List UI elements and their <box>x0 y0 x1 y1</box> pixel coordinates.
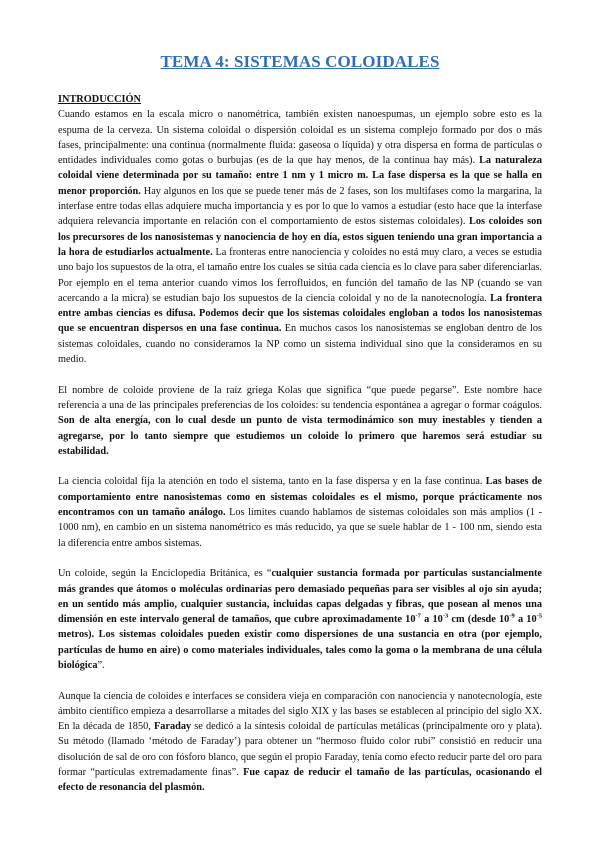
bold-text-run: La frontera entre ambas ciencias es difusa. Podemos decir que los sistemas coloidales engloban a todos los nanosistemas que se encuentran dispersos en una fase continua. <box>58 292 543 335</box>
exponent: -7 <box>415 612 421 620</box>
exponent: -3 <box>442 612 449 620</box>
text-run: La ciencia coloidal fija la atención en todo el sistema, tanto en la fase dispersa y en la fase continua. <box>58 476 486 488</box>
text-run: Cuando estamos en la escala micro o nanométrica, también existen nanoespumas, un ejemplo sobre esto es la espuma de la cerveza. Un sistema coloidal o dispersión coloidal es un sistema complejo formado por dos o más fases, principalmente: una continua (normalmente fluida: gaseosa o líquida) y otra dispersa en forma de partículas o entidades individuales como gotas o burbujas (es de la que hay menos, de la continua hay más). <box>58 109 542 167</box>
text-run: En muchos casos los nanosistemas se engloban dentro de los sistemas coloidales, cuando no consideramos la NP como un sistema individual sino que la consideramos en su medio. <box>58 323 542 366</box>
text-run: a 10 <box>514 614 537 626</box>
text-run: Un coloide, según la Enciclopedia Británica, es “ <box>58 568 272 580</box>
paragraph-definicion-britanica <box>58 566 542 673</box>
bold-text-run: Son de alta energía, con lo cual desde un punto de vista termodinámico son muy inestables y tienden a agregarse, por lo tanto siempre que estudiemos un coloide lo primero que haremos será estudiar su estabilidad. <box>58 415 542 457</box>
text-run: La fronteras entre nanociencia y coloides no está muy claro, a veces se estudia uno bajo los supuestos de la otra, el tamaño entre los cuales se sitúa cada ciencia es lo clave para saber diferenciarlas. Por ejemplo en el tema anterior cuando vimos los ferrofluidos, en función del tamaño de las NP (cuando se van acercando a la micra) se estudian bajo los supuestos de la ciencia coloidal y no de la nanotecnología. <box>58 246 542 304</box>
text-run: cualquier sustancia formada por partículas sustancialmente más grandes que átomos o moléculas ordinarias pero demasiado pequeñas para ser visibles al ojo sin ayuda; en un sentido más amplio, cualquier sustancia, incluidas capas delgadas y fibras, que posean al menos una dimensión en este intervalo general de tamaños, que cubre aproximadamente 10 <box>58 568 542 626</box>
text-run: metros). Los sistemas coloidales pueden existir como dispersiones de una sustancia en otra (por ejemplo, partículas de humo en aire) o como materiales individuales, tales como la goma o la membrana de una célula biológica <box>58 629 542 671</box>
text-run: Aunque la ciencia de coloides e interfaces se considera vieja en comparación con nanociencia y nanotecnología, este ámbito científico empieza a desarrollarse a mitades del siglo XIX y las bases se establecen al principio del siglo XX. En la década de 1850, <box>58 690 542 733</box>
exponent: -5 <box>536 612 543 620</box>
text-run: a 10 <box>420 614 443 626</box>
bold-text-run: Fue capaz de reducir el tamaño de las partículas, ocasionando el efecto de resonancia del plasmón. <box>58 767 542 794</box>
bold-text-run <box>58 568 542 671</box>
paragraph-nombre-coloide <box>58 383 542 459</box>
paragraph-historia-faraday <box>58 689 542 796</box>
text-run: ”. <box>97 659 105 671</box>
paragraph-ciencia-coloidal <box>58 474 542 550</box>
text-run: El nombre de coloide proviene de la raíz griega Kolas que significa “que puede pegarse”. Este nombre hace referencia a una de las principales preferencias de los coloides: su tendencia espontánea a agregar o formar coágulos. <box>58 384 542 411</box>
bold-text-run-faraday: Faraday <box>153 721 192 733</box>
bold-text-run: Las bases de comportamiento entre nanosistemas como en sistemas coloidales es el mismo, porque prácticamente nos encontramos con un tamaño análogo. <box>58 476 542 519</box>
bold-text-run: Los coloides son los precursores de los nanosistemas y nanociencia de hoy en día, estos siguen teniendo una gran importancia a la hora de estudiarlos actualmente. <box>58 216 542 258</box>
document-page <box>58 52 542 811</box>
section-heading-introduccion: INTRODUCCIÓN <box>58 94 141 105</box>
paragraph-introduccion <box>58 107 542 367</box>
text-run: se dedicó a la síntesis coloidal de partículas metálicas (principalmente oro y plata). Su método (llamado ‘método de Faraday’) para obtener un “hermoso fluido color rubí” consistió en reducir una disolución de sal de oro con fósforo blanco, que según el propio Faraday, tenía como efecto reducir parte del oro para formar “partículas extremadamente finas”. <box>58 721 542 779</box>
document-title: TEMA 4: SISTEMAS COLOIDALES <box>160 52 440 71</box>
bold-text-run: La naturaleza coloidal viene determinada por su tamaño: entre 1 nm y 1 micro m. La fase dispersa es la que se halla en menor proporción. <box>58 155 542 197</box>
exponent: -9 <box>509 612 515 620</box>
text-run: Hay algunos en los que se puede tener más de 2 fases, son los multifases como la margarina, la interfase entre todas ellas adquiere mucha importancia y es por lo que lo vamos a estudiar (esto hace que la interfase adquiera relevancia importante en relación con el comportamiento de estos sistemas coloidales). <box>58 185 543 228</box>
text-run: cm (desde 10 <box>448 614 510 626</box>
text-run: Los límites cuando hablamos de sistemas coloidales son más amplios (1 - 1000 nm), en cambio en un sistema nanométrico es más reducido, ya que se suele hablar de 1 - 100 nm, siendo esta la diferencia entre ambos sistemas. <box>58 507 542 549</box>
